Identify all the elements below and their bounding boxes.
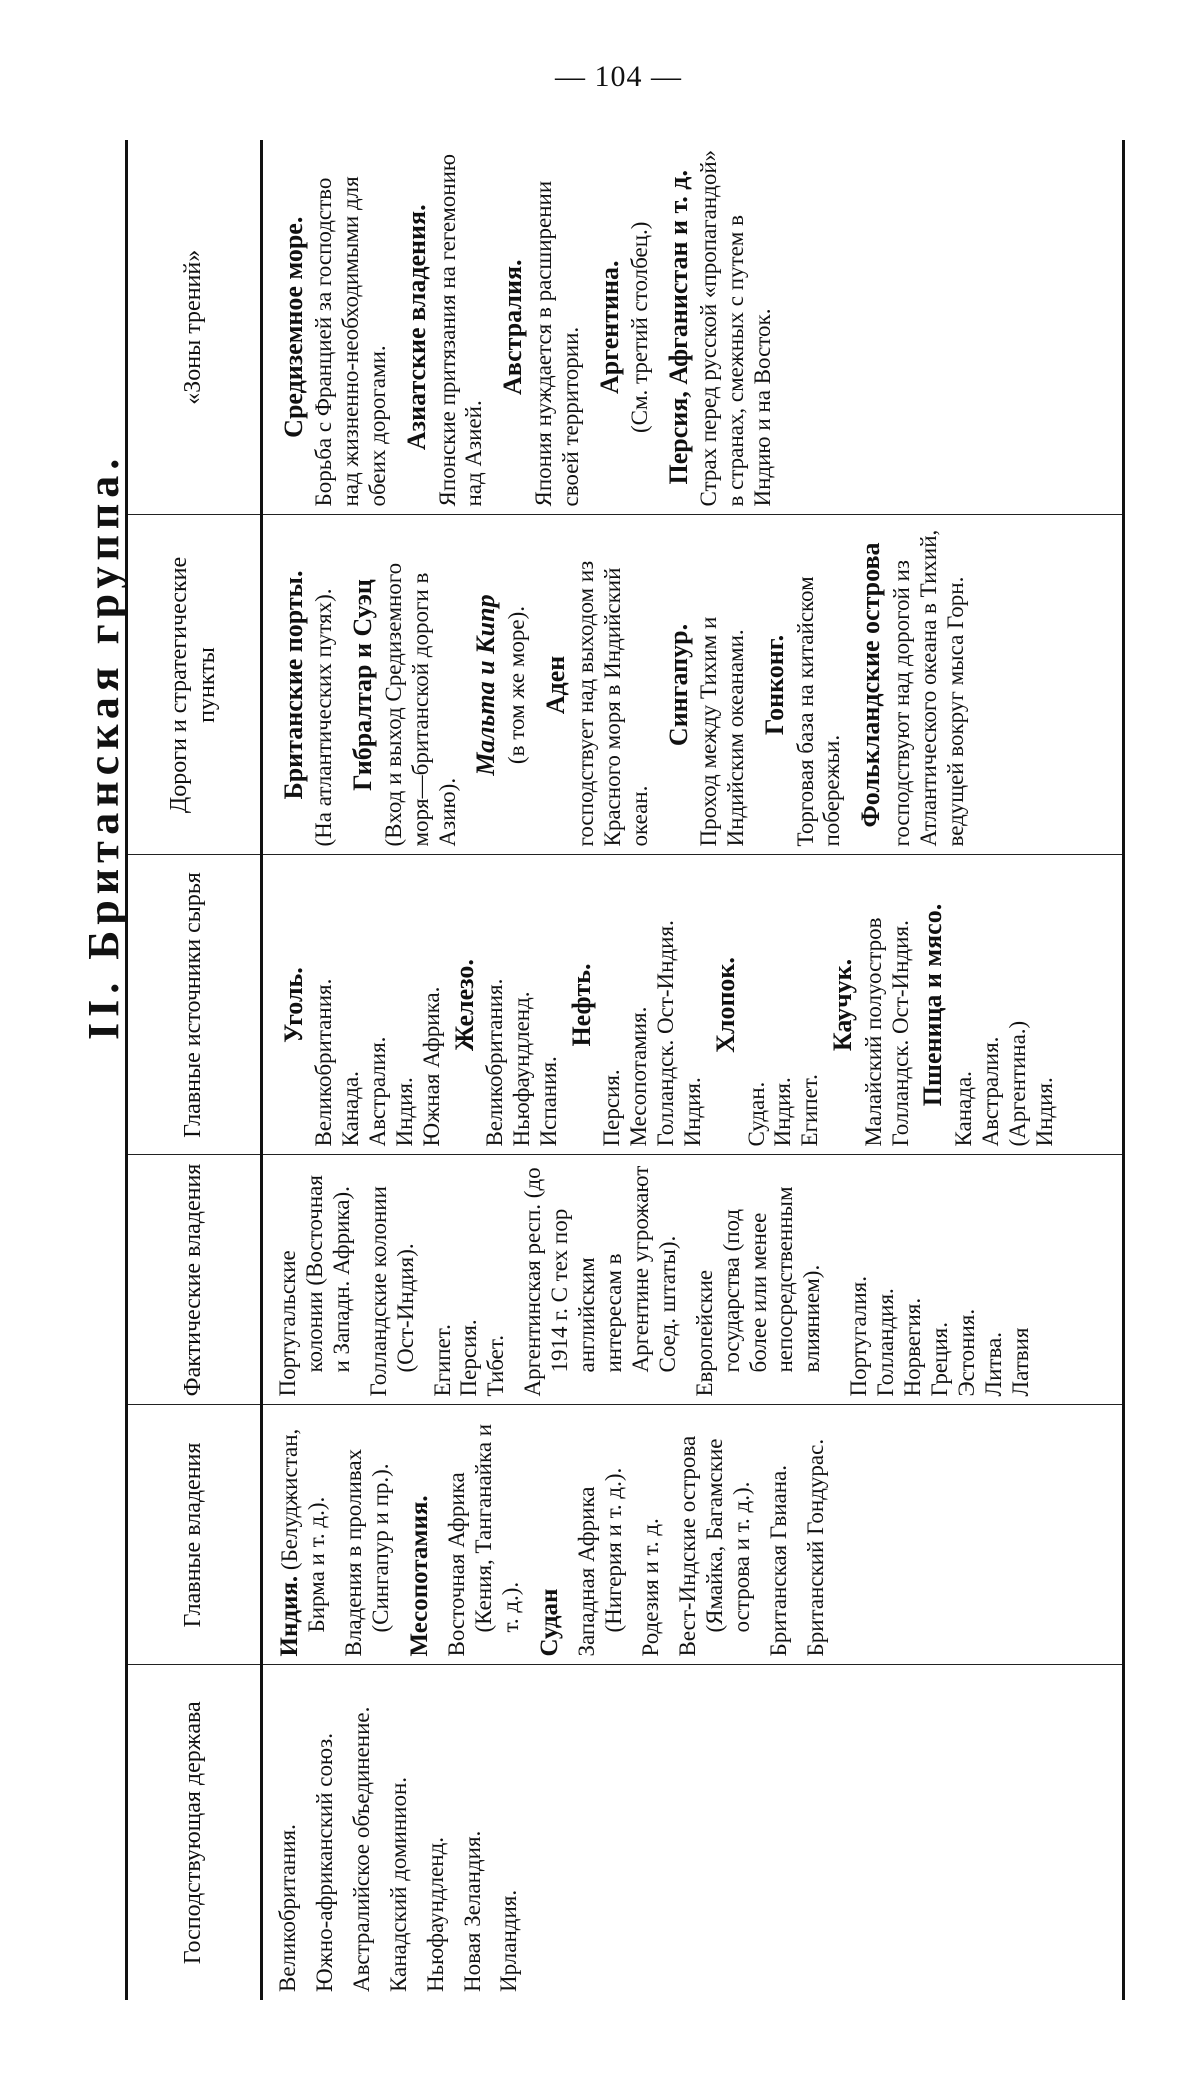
- list-item: Испания.: [536, 1056, 562, 1147]
- header-routes-strategic-points: Дороги и стратегические пункты: [127, 515, 262, 855]
- zone-text: Япония нуждается в расширении своей территории.: [530, 180, 583, 507]
- header-actual-possessions: Фактические владения: [127, 1155, 262, 1405]
- british-group-table: [125, 140, 1125, 2000]
- list-item: Малайский полуостров: [860, 917, 886, 1147]
- list-item: Вест-Индские острова (Ямайка, Багамские острова и т. д.).: [674, 1435, 754, 1657]
- list-item: Судан.: [743, 1081, 769, 1147]
- list-item: Великобритания.: [275, 1824, 300, 1992]
- column-raw-materials: [262, 855, 1124, 1155]
- list-item: Месопотамия.: [405, 1495, 433, 1657]
- point-text: (в том же море).: [503, 605, 529, 765]
- point-text: Торговая база на китайском побережьи.: [792, 576, 845, 847]
- zone-argentina: Аргентина.: [594, 260, 624, 394]
- column-routes-strategic-points: [262, 515, 1124, 855]
- header-raw-materials: Главные источники сырья: [127, 855, 262, 1155]
- list-item: Голландия.: [873, 1288, 899, 1397]
- list-item: Британский Гондурас.: [802, 1438, 828, 1657]
- list-item: Европейские государства (под более или менее непосредственным влиянием).: [691, 1186, 825, 1397]
- list-item: Месопотамия.: [626, 1006, 652, 1147]
- column-ruling-power: [262, 1665, 1124, 2000]
- resource-iron: Железо.: [449, 959, 479, 1051]
- zone-text: Борьба с Францией за господство над жизненно-необходимыми для обеих дорогами.: [311, 176, 391, 507]
- point-text: господствует над выходом из Красного моря в Индийский океан.: [573, 560, 652, 847]
- zone-text: (См. третий столбец.): [626, 221, 652, 433]
- list-item: Австралия.: [977, 1036, 1003, 1147]
- list-item: Владения в проливах (Сингапур и пр.).: [341, 1448, 394, 1657]
- list-item: Западная Африка (Нигерия и т. д.).: [574, 1467, 627, 1657]
- point-malta-cyprus: Мальта и Кипр: [471, 594, 501, 776]
- list-item: Ньюфаундленд.: [509, 991, 535, 1147]
- list-item: Аргентинская респ. (до 1914 г. С тех пор английским интересам в Аргентине угрожают Соед. штаты).: [520, 1165, 680, 1397]
- list-item: Восточная Африка (Кения, Танганайка и т. д.).: [444, 1423, 524, 1657]
- resource-cotton: Хлопок.: [711, 957, 741, 1053]
- list-item: Южная Африка.: [419, 986, 445, 1147]
- point-british-ports: Британские порты.: [279, 570, 308, 800]
- point-hong-kong: Гонконг.: [760, 634, 790, 736]
- list-item: Австралия.: [365, 1036, 391, 1147]
- item-text: (Белуджистан, Бирма и т. д.).: [277, 1428, 330, 1633]
- item-heading: Индия.: [276, 1575, 303, 1657]
- list-item: Ирландия.: [496, 1889, 522, 1992]
- list-item: Судан: [535, 1588, 563, 1657]
- point-falkland-islands: Фолькландские острова: [856, 542, 886, 828]
- list-item: Новая Зеландия.: [459, 1830, 485, 1992]
- rotated-table-wrapper: [125, 140, 1125, 2000]
- zone-mediterranean: Средиземное море.: [279, 216, 308, 438]
- point-text: господствуют над дорогой из Атлантического океана в Тихий, ведущей вокруг мыса Горн.: [888, 529, 968, 847]
- point-text: (На атлантических путях).: [311, 588, 337, 847]
- list-item: [275, 1414, 331, 1657]
- list-item: Эстония.: [953, 1308, 979, 1397]
- list-item: Индия.: [770, 1077, 796, 1147]
- column-main-possessions: [262, 1405, 1124, 1665]
- resource-rubber: Каучук.: [828, 958, 858, 1052]
- zone-text: Японские притязания на гегемонию над Азией.: [434, 153, 487, 507]
- page-title: II. Британская группа.: [79, 452, 128, 1040]
- zone-asian-possessions: Азиатские владения.: [402, 204, 432, 451]
- list-item: Египет.: [797, 1074, 823, 1147]
- page-number: — 104 —: [555, 60, 682, 93]
- list-item: Португалия.: [846, 1275, 872, 1397]
- table-header-row: [127, 140, 262, 2000]
- list-item: Латвия: [1007, 1327, 1033, 1397]
- point-text: (Вход и выход Средиземного моря—британской дороги в Азию).: [380, 562, 460, 847]
- list-item: Голландск. Ост-Индия.: [887, 920, 913, 1147]
- list-item: Индия.: [1031, 1077, 1057, 1147]
- header-main-possessions: Главные владения: [127, 1405, 262, 1665]
- list-item: Персия.: [599, 1069, 625, 1147]
- list-item: Ньюфаундленд.: [422, 1836, 448, 1992]
- list-item: Египет.: [429, 1324, 455, 1397]
- list-item: Южно-африканский союз.: [311, 1732, 337, 1992]
- list-item: Голландск. Ост-Индия.: [653, 920, 679, 1147]
- column-friction-zones: [262, 140, 1124, 515]
- resource-wheat-meat: Пшеница и мясо.: [918, 903, 948, 1107]
- list-item: Греция.: [926, 1321, 952, 1397]
- point-gibraltar-suez: Гибралтар и Суэц: [348, 579, 378, 791]
- point-aden: Аден: [540, 655, 570, 715]
- list-item: Канадский доминион.: [385, 1776, 411, 1992]
- list-item: Португальские колонии (Восточная и Западн. Африка).: [275, 1175, 354, 1397]
- zone-text: Страх перед русской «пропагандой» в странах, смежных с путем в Индию и на Восток.: [696, 149, 776, 507]
- zone-persia-afghanistan: Персия, Афганистан и т. д.: [663, 170, 693, 485]
- list-item: Тибет.: [483, 1335, 509, 1397]
- resource-oil: Нефть.: [567, 963, 597, 1047]
- list-item: Персия.: [456, 1319, 482, 1397]
- point-singapore: Сингапур.: [663, 623, 693, 747]
- resource-coal: Уголь.: [279, 967, 308, 1043]
- list-item: (Аргентина.): [1004, 1020, 1030, 1147]
- list-item: Голландские колонии (Ост-Индия).: [365, 1186, 418, 1397]
- list-item: Великобритания.: [311, 978, 337, 1147]
- list-item: Индия.: [392, 1077, 418, 1147]
- zone-australia: Австралия.: [498, 259, 528, 396]
- list-item: Норвегия.: [900, 1297, 926, 1397]
- header-ruling-power: Господствующая держава: [127, 1665, 262, 2000]
- list-item: Родезия и т. д.: [638, 1518, 663, 1657]
- table-body-row: [262, 140, 1124, 2000]
- list-item: Австралийское объединение.: [348, 1706, 374, 1992]
- column-actual-possessions: [262, 1155, 1124, 1405]
- list-item: Канада.: [338, 1071, 364, 1147]
- list-item: Британская Гвиана.: [765, 1464, 791, 1657]
- list-item: Великобритания.: [482, 978, 508, 1147]
- point-text: Проход между Тихим и Индийским океанами.: [696, 616, 749, 847]
- header-friction-zones: «Зоны трений»: [127, 140, 262, 515]
- list-item: Литва.: [980, 1332, 1006, 1397]
- list-item: Канада.: [950, 1071, 976, 1147]
- list-item: Индия.: [680, 1077, 706, 1147]
